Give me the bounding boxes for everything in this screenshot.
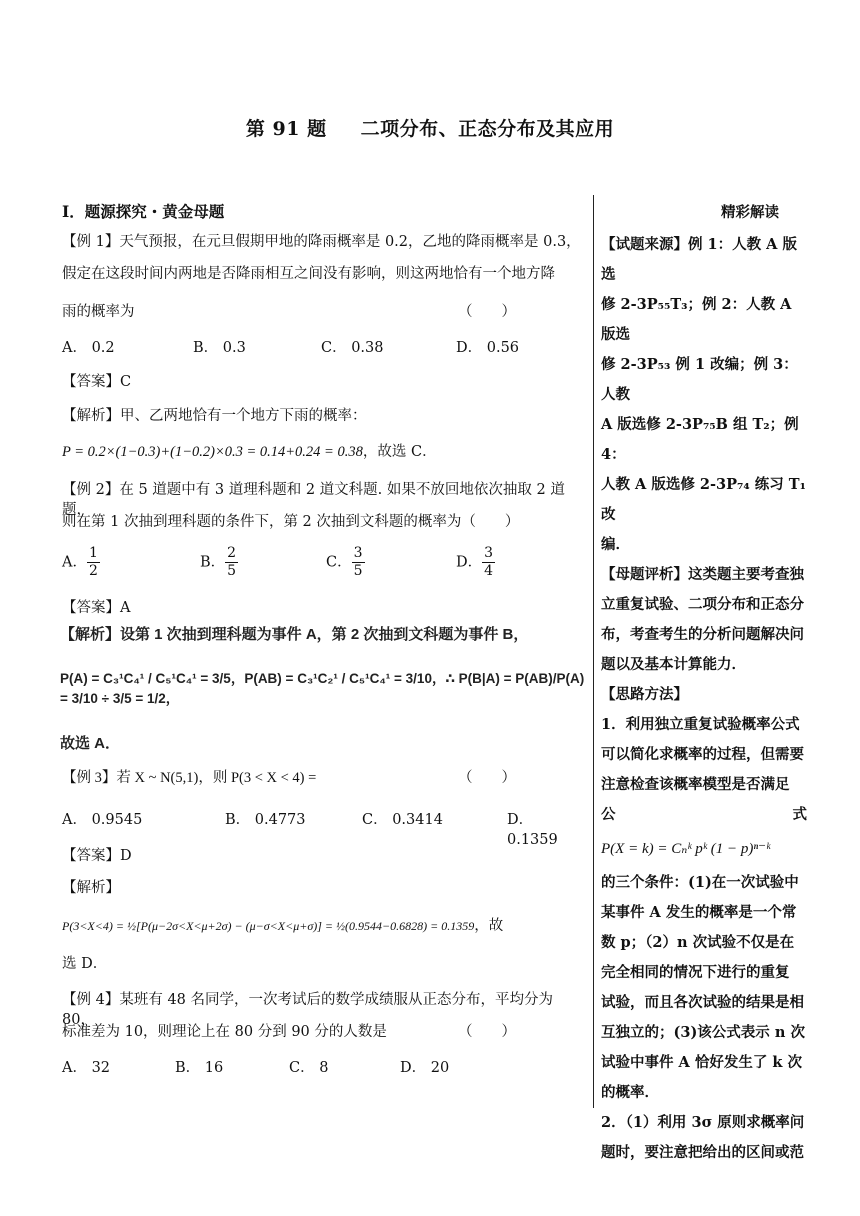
example-2-analysis-image-line3: 故选 A．	[60, 735, 121, 752]
fraction-denominator: 5	[353, 563, 363, 579]
example-3-answer-paren: （ ）	[458, 770, 516, 786]
option-c	[326, 545, 365, 580]
sidebar-line: 互独立的；(3)该公式表示 n 次	[601, 1024, 805, 1041]
column-divider	[593, 195, 594, 1108]
sidebar-line: 题时，要注意把给出的区间或范	[601, 1144, 804, 1161]
example-1-analysis: 【解析】甲、乙两地恰有一个地方下雨的概率：	[62, 408, 367, 424]
option-c-fraction	[352, 545, 365, 580]
sidebar-line: 修 2-3P₅₅T₃；例 2：人教 A 版选	[601, 296, 792, 343]
example-4-stem-text: 标准差为 10，则理论上在 80 分到 90 分的人数是	[62, 1024, 387, 1040]
example-3-analysis: 【解析】	[62, 880, 120, 896]
sidebar-heading: 精彩解读	[721, 204, 779, 221]
example-2-answer: 【答案】A	[62, 600, 131, 616]
sidebar-line: 某事件 A 发生的概率是一个常	[601, 904, 797, 921]
example-2-stem-line1: 【例 2】在 5 道题中有 3 道理科题和 2 道文科题. 如果不放回地依次抽取 2 道题，	[62, 482, 565, 518]
example-3-formula: P(3<X<4) = ½[P(μ−2σ<X<μ+2σ) − (μ−σ<X<μ+σ)] = ½(0.9544−0.6828) = 0.1359	[62, 919, 475, 933]
fraction-numerator: 3	[353, 545, 363, 561]
sidebar-line: 【思路方法】	[601, 686, 688, 703]
sidebar-gongshi-line	[601, 800, 807, 830]
option-a: A． 32	[62, 1060, 111, 1076]
sidebar-line: 1．利用独立重复试验概率公式	[601, 716, 800, 733]
sidebar-line: 修 2-3P₅₃ 例 1 改编；例 3：人教	[601, 356, 798, 403]
option-b: B． 16	[175, 1060, 224, 1076]
sidebar-line: 完全相同的情况下进行的重复	[601, 964, 790, 981]
option-a: A． 0.9545	[62, 812, 143, 828]
sidebar-line: 试验，而且各次试验的结果是相	[601, 994, 804, 1011]
option-c: C． 8	[289, 1060, 329, 1076]
sidebar-line: 的概率．	[601, 1084, 659, 1101]
option-c-label: C．	[326, 554, 352, 571]
option-b: B． 0.3	[193, 340, 246, 356]
fraction-denominator: 4	[484, 563, 494, 579]
example-2-analysis-image-line2: P(A) = C₃¹C₄¹ / C₅¹C₄¹ = 3/5，P(AB) = C₃¹C₂¹ / C₅¹C₄¹ = 3/10，∴ P(B|A) = P(AB)/P(A) = 3/10 ÷ 3/5 = 1/2，	[60, 671, 585, 706]
option-d	[456, 545, 495, 580]
option-b-label: B．	[200, 554, 226, 571]
sidebar-notes	[601, 230, 807, 1168]
example-1-formula: P = 0.2×(1−0.3)+(1−0.2)×0.3 = 0.14+0.24 = 0.38	[62, 444, 363, 460]
option-a	[62, 545, 100, 580]
fraction-numerator: 3	[484, 545, 494, 561]
sidebar-line: 试验中事件 A 恰好发生了 k 次	[601, 1054, 802, 1071]
sidebar-line: 【母题评析】这类题主要考查独	[601, 566, 804, 583]
example-3-stem-line	[62, 768, 582, 788]
sidebar-line: 立重复试验、二项分布和正态分	[601, 596, 804, 613]
sidebar-line: 【试题来源】例 1：人教 A 版选	[601, 236, 797, 283]
sidebar-line: 编．	[601, 536, 630, 553]
option-c: C． 0.3414	[362, 812, 443, 828]
option-a-label: A．	[62, 554, 87, 571]
example-4-stem-line2	[62, 1022, 582, 1042]
example-1-answer: 【答案】C	[62, 374, 132, 390]
example-4-answer-paren: （ ）	[458, 1024, 516, 1040]
example-3-stem: 【例 3】若 X ~ N(5,1)，则 P(3 < X < 4) =	[62, 770, 317, 786]
example-1-answer-paren: （ ）	[458, 304, 516, 320]
sidebar-binomial-formula: P(X = k) = Cₙᵏ pᵏ (1 − p)ⁿ⁻ᵏ	[601, 841, 771, 857]
fraction-numerator: 2	[227, 545, 237, 561]
sidebar-line: 数 p；（2）n 次试验不仅是在	[601, 934, 795, 951]
example-1-formula-line	[62, 442, 582, 462]
example-1-stem-line1: 【例 1】天气预报，在元旦假期甲地的降雨概率是 0.2，乙地的降雨概率是 0.3，	[62, 234, 581, 250]
sidebar-shi: 式	[792, 806, 807, 823]
sidebar-gong: 公	[601, 806, 616, 823]
option-a: A． 0.2	[62, 340, 115, 356]
sidebar-line: 布，考查考生的分析问题解决问	[601, 626, 804, 643]
example-2-stem-line2: 则在第 1 次抽到理科题的条件下，第 2 次抽到文科题的概率为（ ）	[62, 514, 520, 530]
option-d-fraction	[482, 545, 495, 580]
sidebar-line: 可以简化求概率的过程，但需要	[601, 746, 804, 763]
option-b: B． 0.4773	[225, 812, 306, 828]
fraction-denominator: 5	[227, 563, 237, 579]
problem-number: 第 91 题	[245, 118, 327, 140]
example-3-formula-line	[62, 916, 587, 936]
example-1-stem-line2: 假定在这段时间内两地是否降雨相互之间没有影响，则这两地恰有一个地方降	[62, 266, 555, 282]
option-d: D． 0.56	[456, 340, 520, 356]
example-3-conclusion-end: 选 D．	[62, 956, 108, 972]
section-heading: I．题源探究・黄金母题	[62, 202, 225, 221]
option-d: D． 0.1359	[507, 812, 558, 848]
example-3-answer: 【答案】D	[62, 848, 132, 864]
sidebar-line: 2．（1）利用 3σ 原则求概率问	[601, 1114, 805, 1131]
sidebar-line: 的三个条件：(1)在一次试验中	[601, 874, 799, 891]
sidebar-line: 题以及基本计算能力．	[601, 656, 746, 673]
option-b	[200, 545, 238, 580]
example-1-stem-text: 雨的概率为	[62, 304, 135, 320]
example-4-stem-line1: 【例 4】某班有 48 名同学，一次考试后的数学成绩服从正态分布，平均分为 80，	[62, 992, 554, 1028]
fraction-denominator: 2	[88, 563, 98, 579]
sidebar-line: 注意检查该概率模型是否满足	[601, 776, 790, 793]
example-1-stem-line3	[62, 302, 582, 322]
problem-topic: 二项分布、正态分布及其应用	[360, 118, 615, 140]
sidebar-line: A 版选修 2-3P₇₅B 组 T₂；例 4：	[601, 416, 799, 463]
option-b-fraction	[225, 545, 238, 580]
option-d: D． 20	[400, 1060, 450, 1076]
example-2-analysis-image-line1: 【解析】设第 1 次抽到理科题为事件 A，第 2 次抽到文科题为事件 B，	[60, 626, 529, 643]
fraction-numerator: 1	[88, 545, 98, 561]
sidebar-line: 人教 A 版选修 2-3P₇₄ 练习 T₁ 改	[601, 476, 806, 523]
example-3-conclusion: ，故	[474, 918, 504, 934]
option-a-fraction	[87, 545, 100, 580]
page-title	[0, 114, 860, 141]
option-c: C． 0.38	[321, 340, 384, 356]
example-1-conclusion: ，故选 C．	[362, 444, 437, 460]
option-d-label: D．	[456, 554, 483, 571]
